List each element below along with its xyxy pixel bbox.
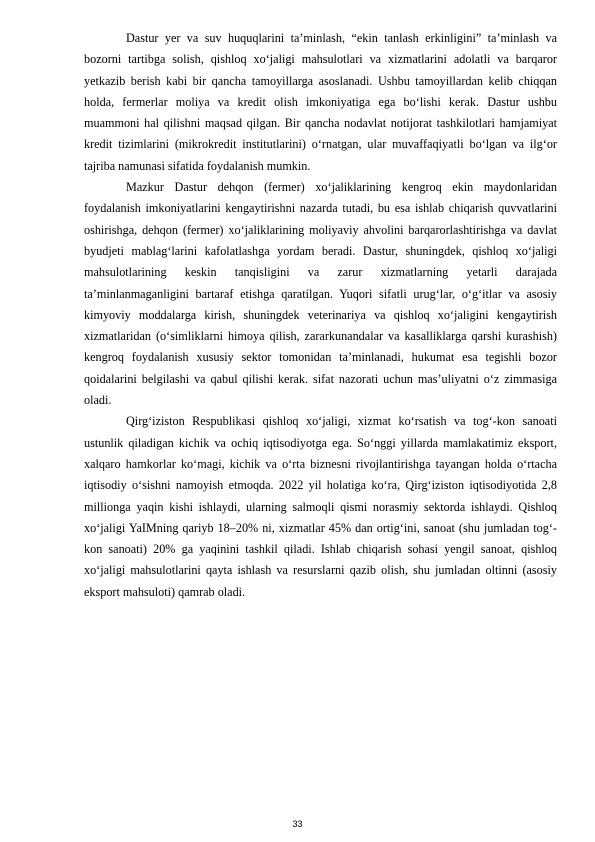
paragraph-1: Dastur yer va suv huquqlarini ta’minlash, “ekin tanlash erkinligini” ta’minlash va bozorni tartibga solish, qishloq xo‘jaligi mahsulotlari va xizmatlarini adolatli va barqaror yetkazib berish kabi bir qancha tamoyillarga asoslanadi. Ushbu tamoyillardan kelib chiqqan holda, fermerlar moliya va kredit olish imkoniyatiga ega bo‘lishi kerak. Dastur ushbu muammoni hal qilishni maqsad qilgan. Bir qancha nodavlat notijorat tashkilotlari hamjamiyat kredit tizimlarini (mikrokredit institutlarini) o‘rnatgan, ular muvaffaqiyatli bo‘lgan va ilg‘or tajriba namunasi sifatida foydalanish mumkin.: [84, 31, 557, 173]
body-text: [84, 28, 557, 603]
paragraph-2: Mazkur Dastur dehqon (fermer) xo‘jaliklarining kengroq ekin maydonlaridan foydalanish imkoniyatlarini kengaytirishni nazarda tutadi, bu esa ishlab chiqarish quvvatlarini oshirishga, dehqon (fermer) xo‘jaliklarining moliyaviy ahvolini barqarorlashtirishga va davlat byudjeti mablag‘larini kafolatlashga yordam beradi. Dastur, shuningdek, qishloq xo‘jaligi mahsulotlarining keskin tanqisligini va zarur xizmatlarning yetarli darajada ta’minlanmaganligini bartaraf etishga qaratilgan. Yuqori sifatli urug‘lar, o‘g‘itlar va asosiy kimyoviy moddalarga kirish, shuningdek veterinariya va qishloq xo‘jaligini kengaytirish xizmatlaridan (o‘simliklarni himoya qilish, zararkunandalar va kasalliklarga qarshi kurashish) kengroq foydalanish xususiy sektor tomonidan ta’minlanadi, hukumat esa tegishli bozor qoidalarini belgilashi va qabul qilishi kerak. sifat nazorati uchun mas’uliyatni o‘z zimmasiga oladi.: [84, 180, 557, 408]
page-number: 33: [292, 819, 303, 829]
paragraph-3: Qirg‘iziston Respublikasi qishloq xo‘jaligi, xizmat ko‘rsatish va tog‘-kon sanoati ustunlik qiladigan kichik va ochiq iqtisodiyotga ega. So‘nggi yillarda mamlakatimiz eksport, xalqaro hamkorlar ko‘magi, kichik va o‘rta biznesni rivojlantirishga tayangan holda o‘rtacha iqtisodiy o‘sishni namoyish etmoqda. 2022 yil holatiga ko‘ra, Qirg‘iziston iqtisodiyotida 2,8 millionga yaqin kishi ishlaydi, ularning salmoqli qismi norasmiy sektorda ishlaydi. Qishloq xo‘jaligi YaIMning qariyb 18–20% ni, xizmatlar 45% dan ortig‘ini, sanoat (shu jumladan tog‘-kon sanoati) 20% ga yaqinini tashkil qiladi. Ishlab chiqarish sohasi yengil sanoat, qishloq xo‘jaligi mahsulotlarini qayta ishlash va resurslarni qazib olish, shu jumladan oltinni (asosiy eksport mahsuloti) qamrab oladi.: [84, 414, 557, 599]
